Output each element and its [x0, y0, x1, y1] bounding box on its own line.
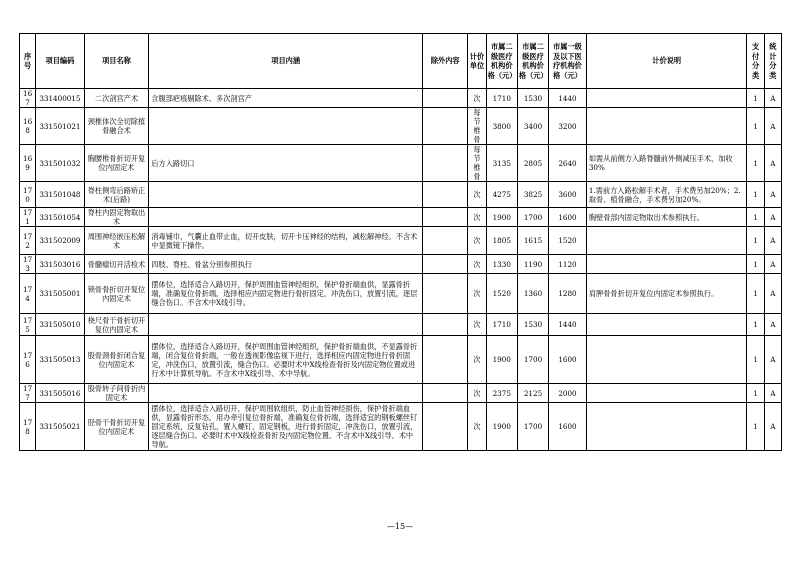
row-seq: 172	[20, 227, 36, 255]
header-stat: 统计分类	[764, 34, 781, 89]
row-note	[586, 314, 747, 336]
row-pay: 1	[747, 403, 764, 451]
row-note: 1.需前方入路松解手术者，手术费另加20%；2.取骨、植骨融合，手术费另加20%。	[586, 182, 747, 208]
row-unit: 次	[468, 182, 486, 208]
row-price-3: 1700	[517, 403, 548, 451]
row-pay: 1	[747, 336, 764, 384]
row-seq: 176	[20, 336, 36, 384]
row-note	[586, 108, 747, 145]
row-content	[149, 208, 423, 227]
row-name: 锁骨骨折切开复位内固定术	[84, 274, 149, 314]
row-price-1: 2640	[549, 145, 587, 182]
row-price-1: 1600	[549, 403, 587, 451]
row-pay: 1	[747, 314, 764, 336]
row-unit: 次	[468, 208, 486, 227]
row-stat: A	[764, 255, 781, 274]
row-stat: A	[764, 227, 781, 255]
row-price-3: 1360	[517, 274, 548, 314]
header-note: 计价说明	[586, 34, 747, 89]
row-content: 后方入路切口	[149, 145, 423, 182]
row-pay: 1	[747, 274, 764, 314]
row-price-3: 1530	[517, 89, 548, 108]
row-excl	[423, 182, 468, 208]
row-unit: 每节椎骨	[468, 108, 486, 145]
row-note	[586, 403, 747, 451]
row-unit: 每节椎骨	[468, 145, 486, 182]
row-content: 摆体位，选择适合入路切开，保护周围软组织，防止血管神经损伤，保护骨折端血供，显露骨折形态，用办牵引复位骨折端，准确复位骨折端，选择适宜的钢板螺丝钉固定系统，反复钻孔，置入螺钉，固定钢板，进行骨折固定，冲洗伤口，放置引流，逐层缝合伤口。必要时术中X线检查骨折及内固定物位置。不含术中X线引导、术中导航。	[149, 403, 423, 451]
row-unit: 次	[468, 227, 486, 255]
row-price-1: 1440	[549, 89, 587, 108]
row-excl	[423, 208, 468, 227]
row-seq: 170	[20, 182, 36, 208]
table-row	[20, 274, 782, 314]
row-price-1: 3200	[549, 108, 587, 145]
table-row	[20, 255, 782, 274]
row-price-3: 3825	[517, 182, 548, 208]
row-code: 331505010	[36, 314, 85, 336]
row-price-1: 3600	[549, 182, 587, 208]
row-note: 肩胛骨骨折切开复位内固定术参照执行。	[586, 274, 747, 314]
row-seq: 174	[20, 274, 36, 314]
row-content: 摆体位，选择适合入路切开，保护周围血管神经组织，保护骨折端血供，显露骨折端，准确复位骨折端，选择相应内固定物进行骨折固定，冲洗伤口，放置引流，逐层缝合伤口。不含术中X线引导。	[149, 274, 423, 314]
row-seq: 175	[20, 314, 36, 336]
table-row	[20, 384, 782, 403]
row-price-1: 1600	[549, 336, 587, 384]
row-price-3: 2805	[517, 145, 548, 182]
row-price-2: 1900	[486, 208, 517, 227]
row-price-2: 1520	[486, 274, 517, 314]
row-code: 331501032	[36, 145, 85, 182]
row-unit: 次	[468, 89, 486, 108]
row-stat: A	[764, 274, 781, 314]
row-stat: A	[764, 182, 781, 208]
row-price-2: 4275	[486, 182, 517, 208]
header-price-3: 市属二级医疗机构价格（元）	[517, 34, 548, 89]
header-unit: 计价单位	[468, 34, 486, 89]
table-row	[20, 314, 782, 336]
row-price-1: 1120	[549, 255, 587, 274]
row-unit: 次	[468, 255, 486, 274]
row-name: 周围神经嵌压松解术	[84, 227, 149, 255]
header-name: 项目名称	[84, 34, 149, 89]
table-row	[20, 182, 782, 208]
row-note	[586, 89, 747, 108]
row-code: 331501021	[36, 108, 85, 145]
header-excl: 除外内容	[423, 34, 468, 89]
row-price-2: 1710	[486, 89, 517, 108]
row-stat: A	[764, 384, 781, 403]
row-seq: 169	[20, 145, 36, 182]
header-seq: 序号	[20, 34, 36, 89]
row-price-2: 3800	[486, 108, 517, 145]
table-row	[20, 145, 782, 182]
row-name: 胫骨干骨折切开复位内固定术	[84, 403, 149, 451]
row-name: 股骨颈骨折闭合复位内固定术	[84, 336, 149, 384]
row-note	[586, 384, 747, 403]
row-price-2: 1805	[486, 227, 517, 255]
row-note	[586, 336, 747, 384]
row-unit: 次	[468, 336, 486, 384]
row-price-3: 1700	[517, 208, 548, 227]
row-price-3: 1530	[517, 314, 548, 336]
table-row	[20, 336, 782, 384]
row-name: 二次剖宫产术	[84, 89, 149, 108]
row-excl	[423, 108, 468, 145]
row-name: 桡尺骨干骨折切开复位内固定术	[84, 314, 149, 336]
row-price-1: 1520	[549, 227, 587, 255]
row-unit: 次	[468, 384, 486, 403]
header-price-2: 市属二级医疗机构价格（元）	[486, 34, 517, 89]
row-price-1: 2000	[549, 384, 587, 403]
row-pay: 1	[747, 208, 764, 227]
row-excl	[423, 274, 468, 314]
row-price-1: 1280	[549, 274, 587, 314]
row-excl	[423, 314, 468, 336]
row-price-2: 3135	[486, 145, 517, 182]
row-seq: 178	[20, 403, 36, 451]
row-note	[586, 227, 747, 255]
row-excl	[423, 384, 468, 403]
header-price-1: 市属一级及以下医疗机构价格（元）	[549, 34, 587, 89]
row-name: 股骨转子间骨折内固定术	[84, 384, 149, 403]
row-unit: 次	[468, 403, 486, 451]
row-price-2: 1710	[486, 314, 517, 336]
row-unit: 次	[468, 274, 486, 314]
row-price-3: 1190	[517, 255, 548, 274]
row-price-3: 2125	[517, 384, 548, 403]
row-price-2: 1900	[486, 336, 517, 384]
row-seq: 177	[20, 384, 36, 403]
row-price-3: 3400	[517, 108, 548, 145]
row-code: 331505021	[36, 403, 85, 451]
row-price-1: 1440	[549, 314, 587, 336]
row-code: 331505016	[36, 384, 85, 403]
table-row	[20, 403, 782, 451]
row-pay: 1	[747, 89, 764, 108]
row-code: 331505001	[36, 274, 85, 314]
row-note: 胸壁骨部内固定物取出术参照执行。	[586, 208, 747, 227]
row-code: 331502009	[36, 227, 85, 255]
row-price-2: 2375	[486, 384, 517, 403]
row-pay: 1	[747, 182, 764, 208]
row-stat: A	[764, 336, 781, 384]
row-seq: 173	[20, 255, 36, 274]
row-pay: 1	[747, 227, 764, 255]
row-seq: 168	[20, 108, 36, 145]
table-row	[20, 208, 782, 227]
row-code: 331503016	[36, 255, 85, 274]
table-row	[20, 108, 782, 145]
price-table	[19, 33, 782, 451]
row-pay: 1	[747, 145, 764, 182]
row-stat: A	[764, 314, 781, 336]
row-stat: A	[764, 145, 781, 182]
row-content: 含腹部疤痕剔除术、多次剖宫产	[149, 89, 423, 108]
row-note: 如需从前侧方入路脊髓前外侧减压手术，加收30%	[586, 145, 747, 182]
header-content: 项目内涵	[149, 34, 423, 89]
page-number: —15—	[386, 522, 414, 531]
row-price-2: 1330	[486, 255, 517, 274]
row-seq: 167	[20, 89, 36, 108]
row-price-3: 1615	[517, 227, 548, 255]
row-price-1: 1600	[549, 208, 587, 227]
row-unit: 次	[468, 314, 486, 336]
table-row	[20, 227, 782, 255]
header-code: 项目编码	[36, 34, 85, 89]
row-pay: 1	[747, 108, 764, 145]
row-name: 脊柱内固定物取出术	[84, 208, 149, 227]
row-excl	[423, 336, 468, 384]
table-row	[20, 89, 782, 108]
row-excl	[423, 227, 468, 255]
row-code: 331400015	[36, 89, 85, 108]
row-price-2: 1900	[486, 403, 517, 451]
header-pay: 支付分类	[747, 34, 764, 89]
row-code: 331501054	[36, 208, 85, 227]
row-stat: A	[764, 403, 781, 451]
row-seq: 171	[20, 208, 36, 227]
row-content	[149, 182, 423, 208]
row-stat: A	[764, 208, 781, 227]
row-excl	[423, 403, 468, 451]
row-note	[586, 255, 747, 274]
row-name: 颈椎体次全切除植骨融合术	[84, 108, 149, 145]
row-price-3: 1700	[517, 336, 548, 384]
row-content: 四肢、脊柱、骨盆分别参照执行	[149, 255, 423, 274]
row-excl	[423, 255, 468, 274]
table-body	[20, 89, 782, 451]
row-content	[149, 108, 423, 145]
row-content: 消毒铺巾，气囊止血带止血，切开皮肤，切开卡压神经的结构，减松解神经。不含术中显微镜下操作。	[149, 227, 423, 255]
row-pay: 1	[747, 384, 764, 403]
row-pay: 1	[747, 255, 764, 274]
row-stat: A	[764, 108, 781, 145]
row-content: 摆体位，选择适合入路切开，保护周围血管神经组织，保护骨折端血供，不显露骨折端，闭合复位骨折端，一般在透视影像监视下进行，选择相应内固定物进行骨折固定，冲洗伤口，放置引流，缝合伤口。必要时术中X线检查骨折及内固定物位置或进行术中计算机导航。不含术中X线引导、术中导航。	[149, 336, 423, 384]
row-excl	[423, 89, 468, 108]
row-code: 331505013	[36, 336, 85, 384]
row-content	[149, 384, 423, 403]
row-stat: A	[764, 89, 781, 108]
row-content	[149, 314, 423, 336]
header-row	[20, 34, 782, 89]
row-name: 脊柱侧弯后路矫正术(后路)	[84, 182, 149, 208]
row-excl	[423, 145, 468, 182]
row-name: 骨髓瘤切开活检术	[84, 255, 149, 274]
row-code: 331501048	[36, 182, 85, 208]
row-name: 胸腰椎骨折切开复位内固定术	[84, 145, 149, 182]
